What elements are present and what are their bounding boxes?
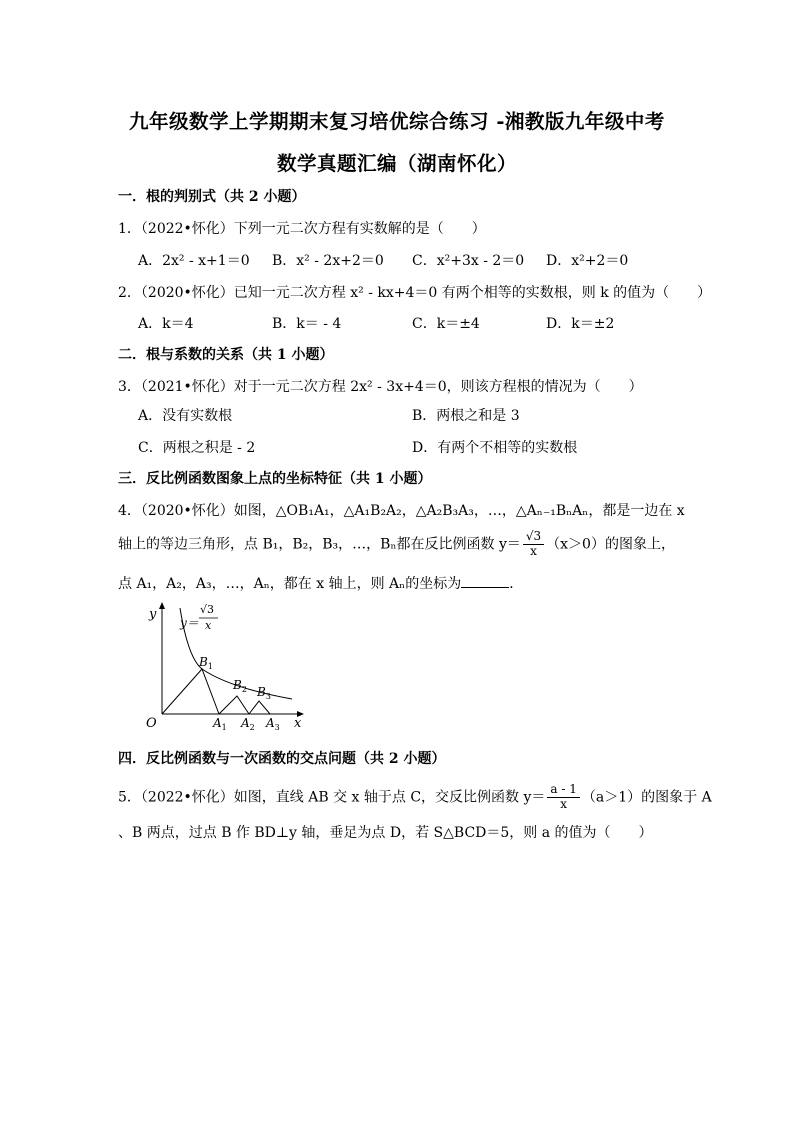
point-label-b1: $B_1$ — [199, 655, 213, 671]
question-4-fraction — [523, 530, 544, 559]
question-3-option-d: D．有两个不相等的实数根 — [412, 440, 578, 456]
question-4-line-1: 4．（2020•怀化）如图，△OB₁A₁，△A₁B₂A₂，△A₂B₃A₃，…，△Aₙ₋₁BₙAₙ，都是一边在 x — [118, 503, 685, 519]
question-4-line-2 — [118, 530, 675, 559]
question-4-line-3 — [118, 573, 523, 593]
question-5-line-1-text: 5．（2022•怀化）如图，直线 AB 交 x 轴于点 C，交反比例函数 y＝ — [118, 789, 546, 806]
section-heading-1: 一．根的判别式（共 2 小题） — [118, 189, 306, 205]
function-label: y＝ — [180, 616, 199, 630]
question-5-fraction-numerator: a - 1 — [547, 783, 579, 798]
question-4-line-3-end: ． — [509, 576, 524, 592]
question-5-line-1 — [118, 783, 712, 812]
function-denominator: x — [205, 619, 212, 632]
question-5-fraction — [547, 783, 579, 812]
question-5-line-1-tail: （a＞1）的图象于 A — [581, 789, 712, 806]
question-1-option-b: B．x² - 2x+2＝0 — [272, 253, 384, 269]
function-numerator: √3 — [200, 603, 215, 616]
page-title-line-1: 九年级数学上学期期末复习培优综合练习 -湘教版九年级中考 — [129, 110, 665, 133]
question-3-option-c: C．两根之积是 - 2 — [138, 440, 256, 456]
origin-label: O — [146, 716, 157, 731]
x-axis-label: x — [294, 716, 302, 731]
question-1-option-a: A．2x² - x+1＝0 — [138, 253, 250, 269]
question-3-option-a: A．没有实数根 — [138, 408, 233, 424]
question-2-option-a: A．k＝4 — [138, 316, 194, 332]
point-label-a1: $A_1$ — [213, 716, 227, 732]
page-title-line-2: 数学真题汇编（湖南怀化） — [276, 152, 517, 175]
question-1-option-d: D．x²+2＝0 — [546, 253, 629, 269]
question-5-line-2: 、B 两点，过点 B 作 BD⊥y 轴，垂足为点 D，若 S△BCD＝5，则 a 的值为（ ） — [118, 825, 653, 841]
triangle-3 — [249, 701, 270, 714]
triangle-2 — [219, 696, 249, 714]
section-heading-2: 二．根与系数的关系（共 1 小题） — [118, 347, 334, 363]
question-4-figure — [140, 596, 315, 736]
section-heading-3: 三．反比例函数图象上点的坐标特征（共 1 小题） — [118, 471, 432, 487]
point-label-a2: $A_2$ — [241, 716, 255, 732]
question-5-fraction-denominator: x — [560, 796, 568, 811]
question-2-stem: 2．（2020•怀化）已知一元二次方程 x² - kx+4＝0 有两个相等的实数根，则 k 的值为（ ） — [118, 285, 712, 301]
question-4-line-2-text: 轴上的等边三角形，点 B₁，B₂，B₃，…，Bₙ都在反比例函数 y＝ — [118, 536, 521, 553]
point-label-b3: $B_3$ — [257, 685, 271, 701]
question-3-stem: 3．（2021•怀化）对于一元二次方程 2x² - 3x+4＝0，则该方程根的情况为（ ） — [118, 379, 643, 395]
point-label-a3: $A_3$ — [266, 716, 280, 732]
question-4-line-2-tail: （x＞0）的图象上， — [546, 536, 675, 553]
question-4-line-3-text: 点 A₁，A₂，A₃，…，Aₙ，都在 x 轴上，则 Aₙ的坐标为 — [118, 576, 462, 592]
point-label-b2: $B_2$ — [233, 678, 247, 694]
question-4-fraction-denominator: x — [530, 543, 537, 558]
section-heading-4: 四．反比例函数与一次函数的交点问题（共 2 小题） — [118, 751, 446, 767]
question-2-option-c: C．k＝±4 — [412, 316, 480, 332]
y-axis-arrow — [159, 602, 165, 609]
answer-blank — [461, 575, 509, 588]
question-1-stem: 1．（2022•怀化）下列一元二次方程有实数解的是（ ） — [118, 221, 486, 237]
triangle-1 — [162, 669, 219, 714]
question-4-fraction-numerator: √3 — [523, 530, 544, 545]
question-1-option-c: C．x²+3x - 2＝0 — [412, 253, 525, 269]
question-2-option-d: D．k＝±2 — [546, 316, 615, 332]
question-3-option-b: B．两根之和是 3 — [412, 408, 520, 424]
question-2-option-b: B．k＝ - 4 — [272, 316, 342, 332]
y-axis-label: y — [149, 607, 157, 622]
